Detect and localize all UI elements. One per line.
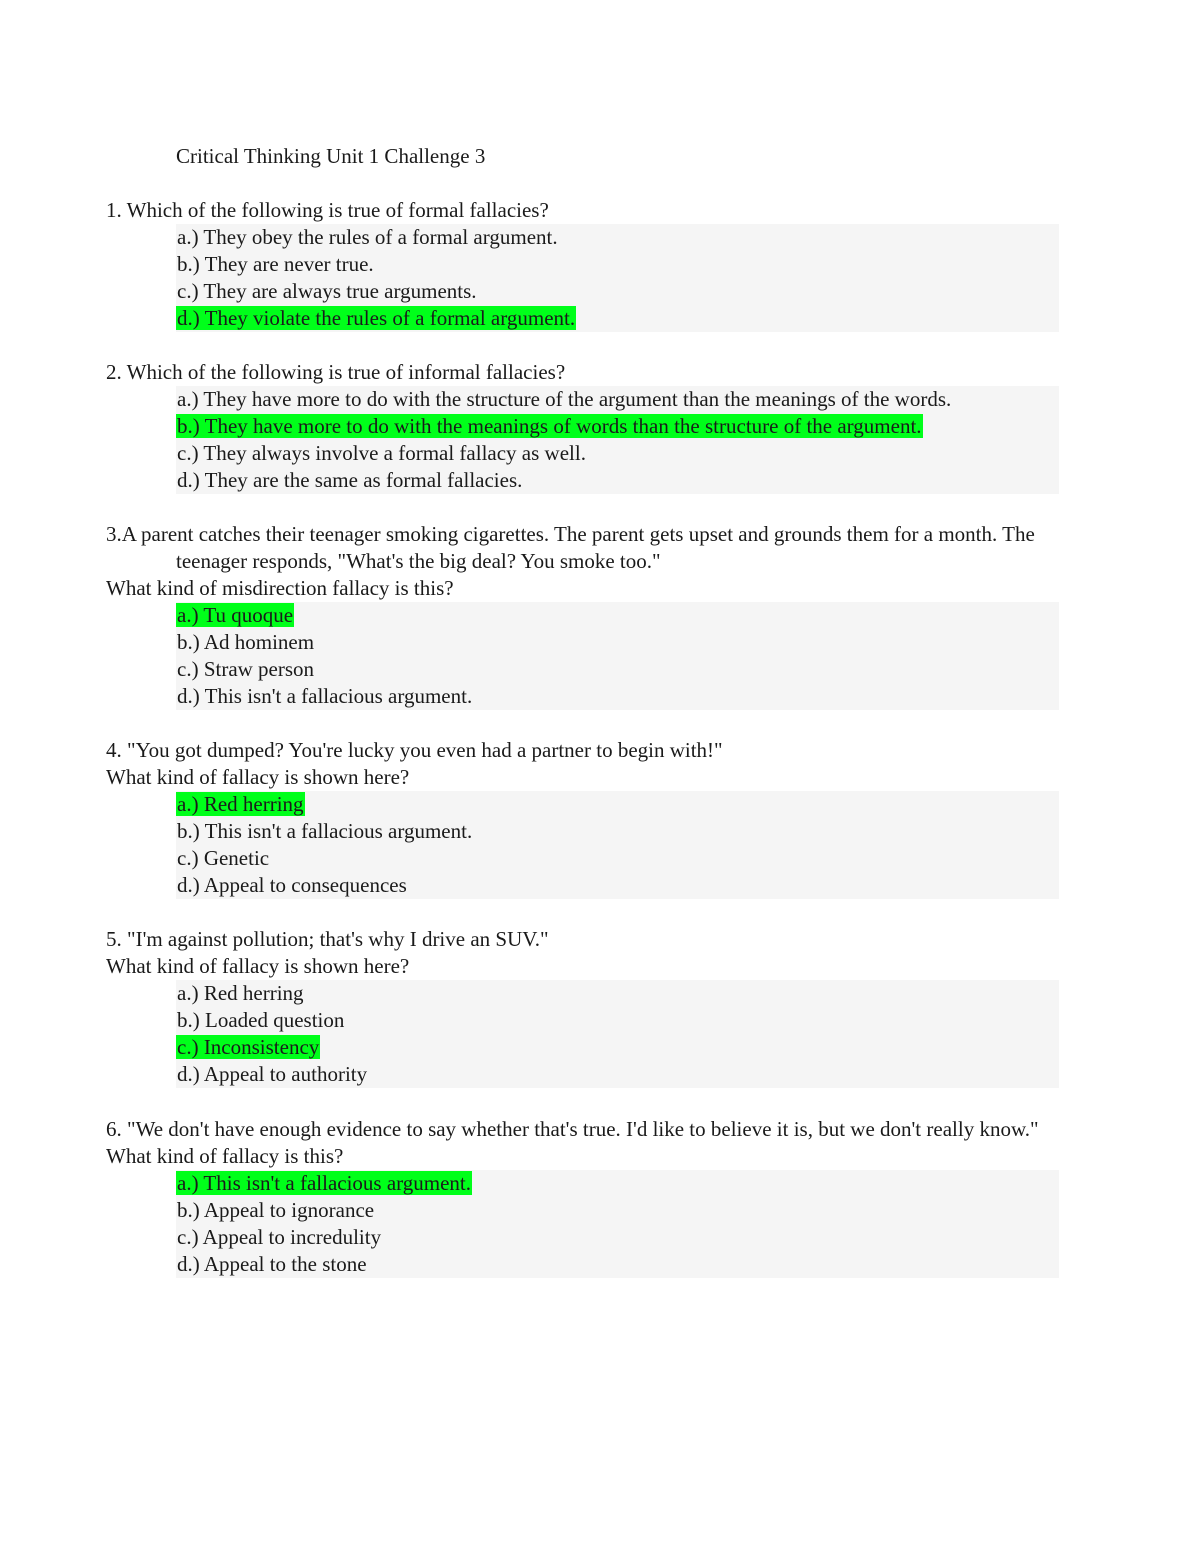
answer-option-d[interactable]: d.) This isn't a fallacious argument. — [177, 684, 473, 708]
question-1 — [106, 197, 1066, 332]
answer-option-c[interactable]: c.) Genetic — [177, 846, 270, 870]
answer-option-d[interactable]: d.) Appeal to authority — [177, 1062, 368, 1086]
answer-options — [176, 386, 1059, 494]
answer-option-a[interactable]: a.) They obey the rules of a formal argument. — [177, 225, 558, 249]
question-prompt: What kind of fallacy is shown here? — [106, 954, 410, 978]
document-title: Critical Thinking Unit 1 Challenge 3 — [176, 144, 486, 168]
answer-option-b[interactable]: b.) Loaded question — [177, 1008, 345, 1032]
question-prompt: What kind of fallacy is shown here? — [106, 765, 410, 789]
answer-option-a-correct[interactable]: a.) Tu quoque — [177, 603, 294, 627]
answer-option-b-correct[interactable]: b.) They have more to do with the meanings of words than the structure of the argument. — [177, 414, 922, 438]
answer-option-d[interactable]: d.) They are the same as formal fallacies. — [177, 468, 523, 492]
answer-option-d[interactable]: d.) Appeal to the stone — [177, 1252, 367, 1276]
question-prompt: What kind of fallacy is this? — [106, 1144, 344, 1168]
question-stem: 5. "I'm against pollution; that's why I drive an SUV." — [106, 927, 549, 951]
answer-option-c[interactable]: c.) Straw person — [177, 657, 315, 681]
answer-option-c-correct[interactable]: c.) Inconsistency — [177, 1035, 320, 1059]
question-stem: 3.A parent catches their teenager smoking cigarettes. The parent gets upset and grounds them for a month. The teenager responds, "What's the big deal? You smoke too." — [106, 522, 1035, 573]
question-2 — [106, 359, 1066, 494]
question-5 — [106, 926, 1066, 1088]
answer-options — [176, 791, 1059, 899]
answer-option-a-correct[interactable]: a.) This isn't a fallacious argument. — [177, 1171, 472, 1195]
answer-option-c[interactable]: c.) Appeal to incredulity — [177, 1225, 382, 1249]
question-6 — [106, 1116, 1066, 1278]
question-stem: 1. Which of the following is true of formal fallacies? — [106, 198, 549, 222]
answer-option-c[interactable]: c.) They always involve a formal fallacy as well. — [177, 441, 586, 465]
answer-options — [176, 602, 1059, 710]
answer-option-b[interactable]: b.) Ad hominem — [177, 630, 315, 654]
answer-option-b[interactable]: b.) They are never true. — [177, 252, 374, 276]
answer-options — [176, 980, 1059, 1088]
answer-option-a-correct[interactable]: a.) Red herring — [177, 792, 304, 816]
question-stem: 2. Which of the following is true of informal fallacies? — [106, 360, 566, 384]
answer-option-c[interactable]: c.) They are always true arguments. — [177, 279, 477, 303]
question-4 — [106, 737, 1066, 899]
question-stem: 4. "You got dumped? You're lucky you even had a partner to begin with!" — [106, 738, 723, 762]
answer-option-d[interactable]: d.) Appeal to consequences — [177, 873, 407, 897]
answer-options — [176, 224, 1059, 332]
question-stem: 6. "We don't have enough evidence to say whether that's true. I'd like to believe it is, but we don't really know." — [106, 1117, 1039, 1141]
answer-option-d-correct[interactable]: d.) They violate the rules of a formal argument. — [177, 306, 576, 330]
question-3 — [106, 521, 1066, 710]
answer-option-b[interactable]: b.) Appeal to ignorance — [177, 1198, 375, 1222]
answer-option-a[interactable]: a.) Red herring — [177, 981, 304, 1005]
answer-options — [176, 1170, 1059, 1278]
question-prompt: What kind of misdirection fallacy is this? — [106, 576, 454, 600]
answer-option-a[interactable]: a.) They have more to do with the structure of the argument than the meanings of the words. — [177, 387, 952, 411]
answer-option-b[interactable]: b.) This isn't a fallacious argument. — [177, 819, 473, 843]
